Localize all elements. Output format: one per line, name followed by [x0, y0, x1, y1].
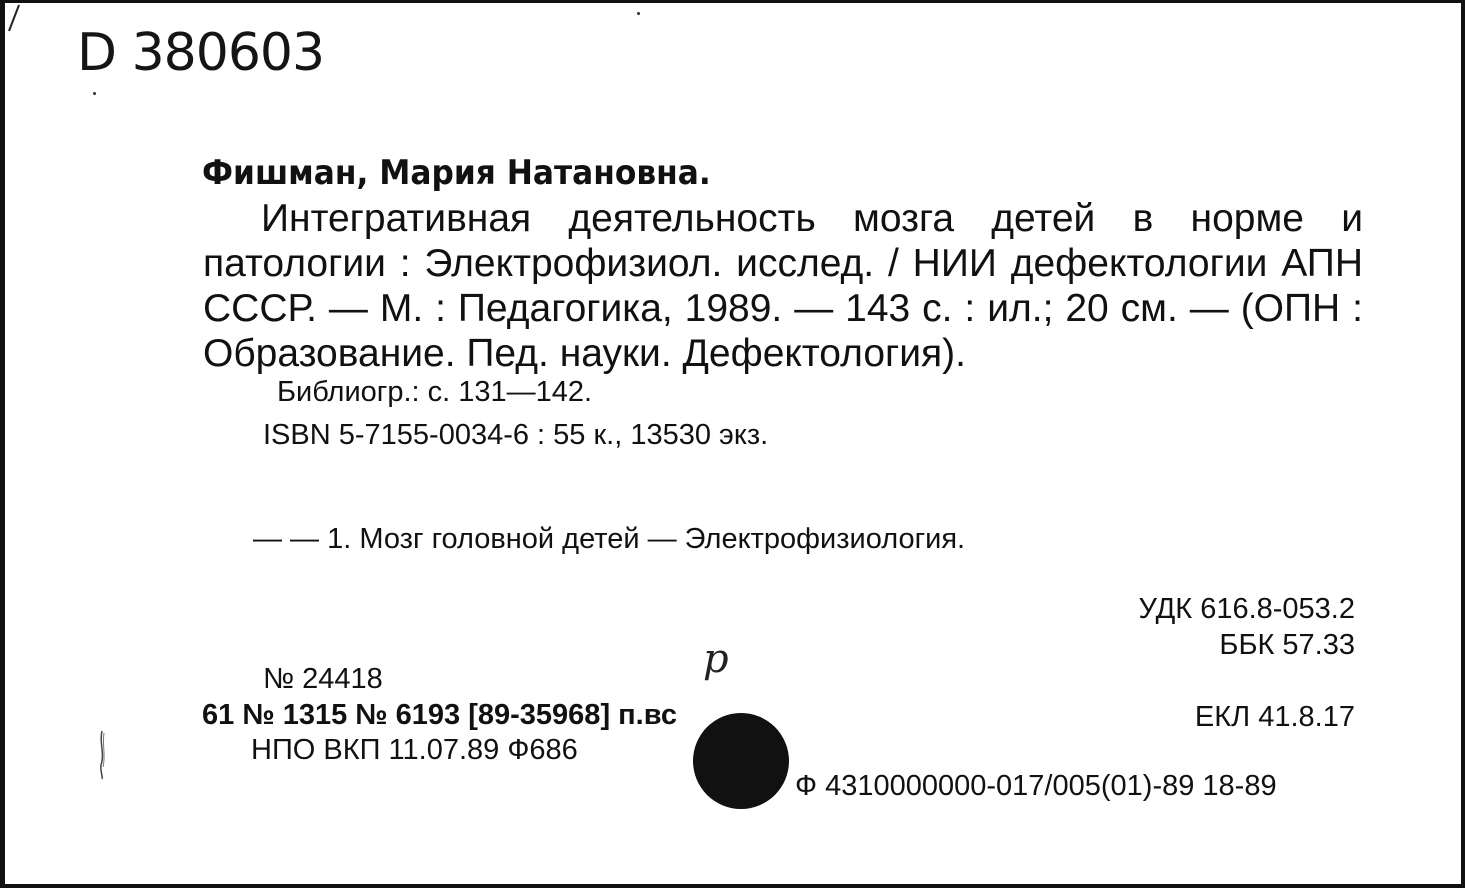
corner-mark-icon: [5, 3, 25, 33]
card-number: № 24418: [263, 663, 383, 695]
publisher-line: НПО ВКП 11.07.89 Ф686: [251, 734, 578, 766]
isbn-line: ISBN 5-7155-0034-6 : 55 к., 13530 экз.: [263, 419, 769, 451]
bibliography-note: Библиогр.: с. 131—142.: [277, 376, 593, 408]
dust-speck: [637, 12, 640, 15]
title-description: [203, 196, 1363, 376]
subject-heading: — — 1. Мозг головной детей — Электрофизиология.: [253, 523, 966, 555]
dust-speck: [93, 92, 96, 95]
registration-line: 61 № 1315 № 6193 [89-35968] п.вс: [202, 699, 677, 731]
author-heading: Фишман, Мария Натановна.: [202, 153, 711, 193]
catalog-code: D 380603: [77, 23, 325, 83]
ekl-code: ЕКЛ 41.8.17: [1194, 701, 1355, 733]
bbk-code: ББК 57.33: [1219, 629, 1355, 661]
punch-hole: [693, 713, 789, 809]
description-text: Интегративная деятельность мозга детей в норме и патологии : Электрофизиол. исслед. / НИИ дефектологии АПН СССР. — М. : Педагогика, 1989. — 143 с. : ил.; 20 см. — (ОПН : Образование. Пед. науки. Дефектология).: [203, 197, 1363, 375]
handwritten-mark: р: [703, 636, 729, 682]
pencil-smudge-icon: [97, 729, 107, 781]
udk-code: УДК 616.8-053.2: [1138, 593, 1355, 625]
f-code-line: Ф 4310000000-017/005(01)-89 18-89: [795, 770, 1277, 802]
